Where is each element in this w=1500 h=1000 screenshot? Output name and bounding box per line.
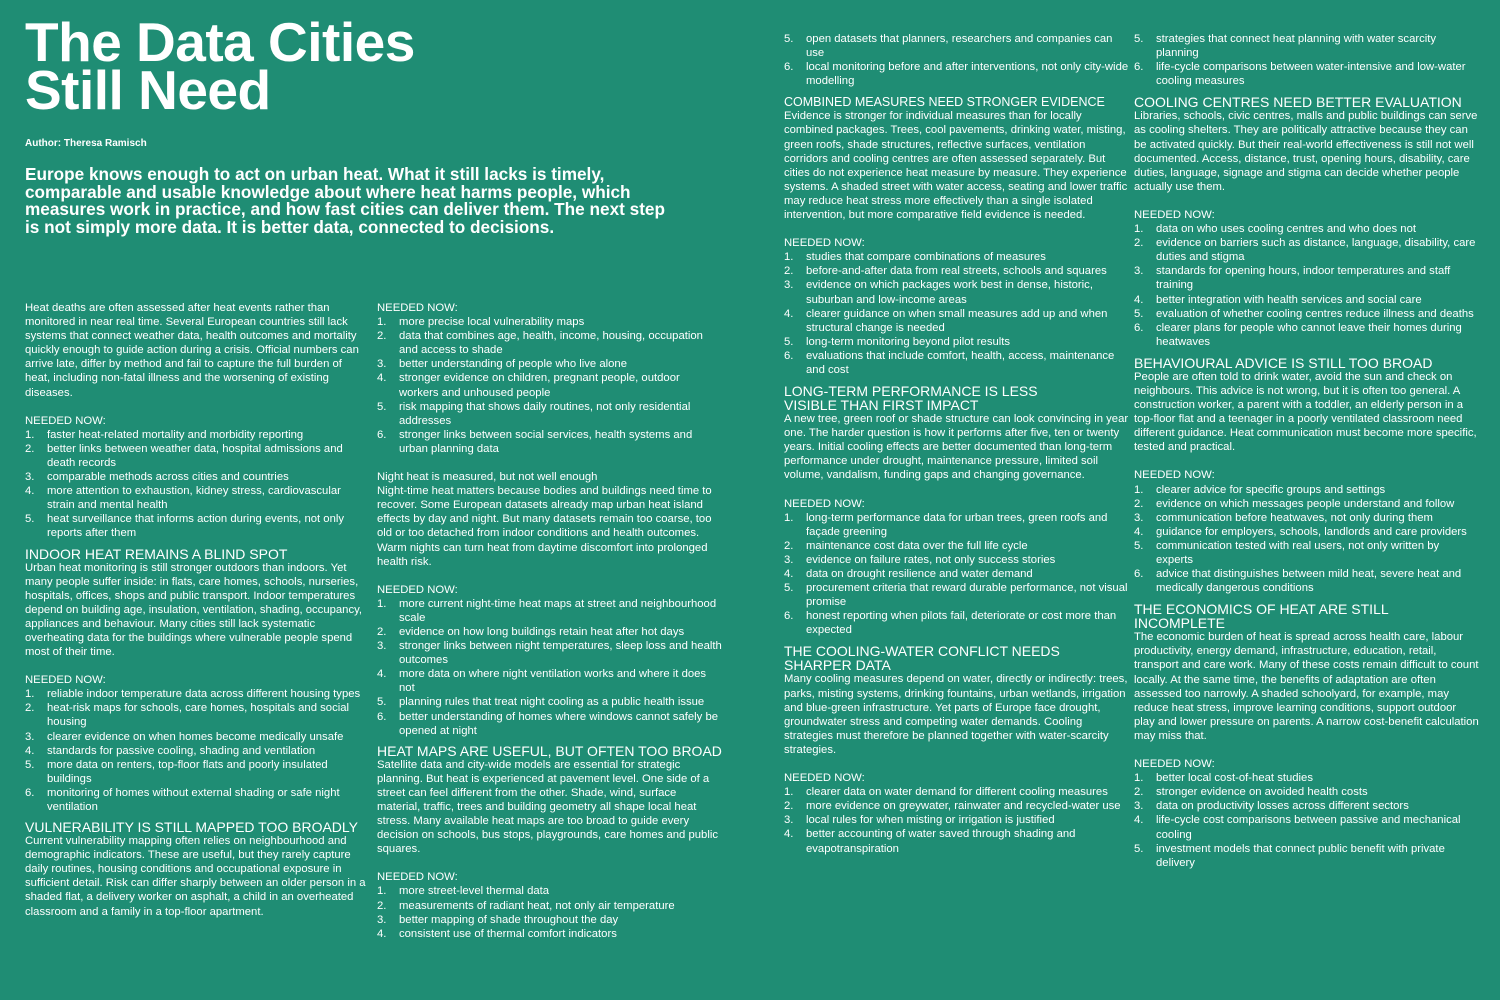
- needed-now-label: NEEDED NOW:: [784, 497, 865, 510]
- article-title: [25, 11, 415, 121]
- list-item: 5. investment models that connect public benefit with private delivery: [1134, 842, 1445, 869]
- list-item: 1. more precise local vulnerability maps: [377, 316, 585, 329]
- list-item: 3. stronger links between night temperatures, sleep loss and health outcomes: [377, 640, 722, 667]
- needed-list: [377, 597, 722, 738]
- section-body: Current vulnerability mapping often relies on neighbourhood and demographic indicators. These are useful, but they rarely capture daily routines, housing conditions and occupational exposure in sufficient detail. Risk can differ sharply between an older person in a shaded flat, a delivery worker on asphalt, a child in an overheated classroom and a family in a top-floor apartment.: [25, 835, 366, 918]
- list-item: 2. evidence on which messages people understand and follow: [1134, 497, 1455, 510]
- section-body: Many cooling measures depend on water, directly or indirectly: trees, parks, misting systems, drinking fountains, urban wetlands, irrigation and blue-green infrastructure. Yet parts of Europe face drought, groundwater stress and competing water demands. Cooling strategies must therefore be planned together with water-scarcity strategies.: [784, 673, 1128, 756]
- needed-now-label: NEEDED NOW:: [377, 583, 458, 596]
- needed-list: [1134, 222, 1479, 349]
- needed-now-label: NEEDED NOW:: [377, 871, 458, 884]
- list-item: 3. comparable methods across cities and countries: [25, 471, 289, 484]
- list-item: 3. better understanding of people who live alone: [377, 358, 627, 371]
- needed-list: [25, 687, 370, 814]
- list-item: 1. more street-level thermal data: [377, 885, 550, 898]
- needed-list: [377, 315, 722, 456]
- list-item: 1. data on who uses cooling centres and who does not: [1134, 223, 1417, 236]
- list-item: 3. evidence on which packages work best in dense, historic, suburban and low-income areas: [784, 279, 1093, 306]
- list-item: 4. more data on where night ventilation works and where it does not: [377, 668, 707, 695]
- section-intro: [25, 301, 370, 541]
- list-item: 1. reliable indoor temperature data across different housing types: [25, 688, 361, 701]
- section-body: Urban heat monitoring is still stronger outdoors than indoors. Yet many people suffer inside: in flats, care homes, schools, nurseries, hospitals, offices, shops and public transport. Indoor temperatures depend on building age, insulation, ventilation, shading, occupancy, appliances and behaviour. Many cities still lack systematic overheating data for the buildings where vulnerable people spend most of their time.: [25, 561, 363, 659]
- list-item: 6. honest reporting when pilots fail, deteriorate or cost more than expected: [784, 610, 1117, 637]
- section-heading: COMBINED MEASURES NEED STRONGER EVIDENCE: [784, 95, 1105, 110]
- needed-now-label: NEEDED NOW:: [25, 674, 106, 687]
- section-heading: INDOOR HEAT REMAINS A BLIND SPOT: [25, 545, 288, 562]
- section-longterm: [784, 384, 1129, 637]
- list-item: 1. clearer advice for specific groups and settings: [1134, 483, 1386, 496]
- list-item: 4. better accounting of water saved through shading and evapotranspiration: [784, 828, 1076, 855]
- section-body: A new tree, green roof or shade structure can look convincing in year one. The harder question is how it performs after five, ten or twenty years. Initial cooling effects are better documented than long-term performance under drought, maintenance pressure, limited soil volume, vandalism, funding gaps and changing governance.: [784, 413, 1129, 482]
- list-item: 5. long-term monitoring beyond pilot results: [784, 335, 1011, 348]
- list-item: 2. maintenance cost data over the full life cycle: [784, 539, 1028, 552]
- section-heatmaps: [377, 744, 722, 941]
- list-item: 4. guidance for employers, schools, landlords and care providers: [1134, 525, 1467, 538]
- section-heading: THE ECONOMICS OF HEAT ARE STILL INCOMPLETE: [1134, 601, 1389, 632]
- column-1: [25, 301, 370, 919]
- list-item: 4. consistent use of thermal comfort indicators: [377, 927, 617, 940]
- section-body: Satellite data and city-wide models are essential for strategic planning. But heat is experienced at pavement level. One side of a street can feel different from the other. Shade, wind, surface material, traffic, trees and building geometry all shape local heat stress. Many available heat maps are too broad to guide every decision on schools, bus stops, playgrounds, care homes and public squares.: [377, 758, 718, 856]
- section-body: Heat deaths are often assessed after heat events rather than monitored in near real time. Several European countries still lack systems that connect weather data, health outcomes and mortality quickly enough to guide action during a crisis. Official numbers can arrive late, differ by method and fail to capture the full burden of heat, including non-fatal illness and the worsening of existing diseases.: [25, 302, 359, 399]
- list-item: 4. clearer guidance on when small measures add up and when structural change is needed: [784, 307, 1108, 334]
- list-item: 5. communication tested with real users, not only written by experts: [1134, 539, 1440, 566]
- section-heading: HEAT MAPS ARE USEFUL, BUT OFTEN TOO BROAD: [377, 742, 722, 759]
- list-item: 3. standards for opening hours, indoor temperatures and staff training: [1134, 265, 1451, 292]
- list-item: 1. studies that compare combinations of measures: [784, 251, 1046, 264]
- section-body: Libraries, schools, civic centres, malls and public buildings can serve as cooling shelters. They are politically attractive because they can be activated quickly. But their real-world effectiveness is still not well documented. Access, distance, trust, opening hours, disability, care duties, language, signage and stigma can decide whether people actually use them.: [1134, 110, 1478, 193]
- needed-list: [1134, 32, 1479, 88]
- section-body: The economic burden of heat is spread across health care, labour productivity, energy demand, infrastructure, education, retail, transport and care work. Many of these costs remain difficult to count locally. At the same time, the benefits of adaptation are often assessed too narrowly. A shaded schoolyard, for example, may reduce heat stress, improve learning conditions, support outdoor play and lower pressure on parents. A narrow cost-benefit calculation may miss that.: [1134, 631, 1479, 742]
- title-line: The Data Cities: [25, 11, 415, 73]
- needed-list: [784, 785, 1129, 855]
- list-item: 1. clearer data on water demand for different cooling measures: [784, 786, 1108, 799]
- list-item: 6. monitoring of homes without external shading or safe night ventilation: [25, 786, 340, 813]
- section-heading: Night heat is measured, but not well enough: [377, 471, 598, 484]
- needed-list: [784, 511, 1129, 638]
- needed-now-label: NEEDED NOW:: [377, 302, 458, 314]
- list-item: 3. better mapping of shade throughout the day: [377, 913, 619, 926]
- list-item: 4. life-cycle cost comparisons between passive and mechanical cooling: [1134, 814, 1461, 841]
- list-item: 2. evidence on barriers such as distance, language, disability, care duties and stigma: [1134, 237, 1476, 264]
- section-vulnerability-needed: [377, 301, 722, 456]
- section-vulnerability: [25, 820, 370, 919]
- needed-list: [784, 32, 1129, 88]
- section-economics: [1134, 602, 1479, 870]
- list-item: 4. more attention to exhaustion, kidney stress, cardiovascular strain and mental health: [25, 485, 341, 512]
- needed-now-label: NEEDED NOW:: [1134, 208, 1215, 221]
- section-body: Night-time heat matters because bodies and buildings need time to recover. Some European datasets already map urban heat island effects by day and night. But many datasets remain too coarse, too old or too detached from indoor conditions and health outcomes. Warm nights can turn heat from daytime discomfort into prolonged health risk.: [377, 485, 712, 568]
- section-heading: THE COOLING-WATER CONFLICT NEEDS SHARPER DATA: [784, 643, 1060, 674]
- list-item: 2. before-and-after data from real streets, schools and squares: [784, 265, 1107, 278]
- section-heading: COOLING CENTRES NEED BETTER EVALUATION: [1134, 94, 1462, 111]
- title-line: Still Need: [25, 59, 271, 121]
- list-item: 6. advice that distinguishes between mild heat, severe heat and medically dangerous conditions: [1134, 568, 1462, 595]
- list-item: 3. evidence on failure rates, not only success stories: [784, 553, 1056, 566]
- author-byline: Author: Theresa Ramisch: [25, 138, 147, 149]
- needed-now-label: NEEDED NOW:: [1134, 758, 1215, 771]
- list-item: 5. planning rules that treat night cooling as a public health issue: [377, 696, 705, 709]
- list-item: 4. stronger evidence on children, pregnant people, outdoor workers and unhoused people: [377, 372, 680, 399]
- section-night: [377, 470, 722, 738]
- list-item: 2. measurements of radiant heat, not only air temperature: [377, 899, 675, 912]
- list-item: 5. strategies that connect heat planning with water scarcity planning: [1134, 33, 1437, 60]
- list-item: 2. heat-risk maps for schools, care homes, hospitals and social housing: [25, 702, 350, 729]
- needed-now-label: NEEDED NOW:: [25, 414, 106, 427]
- list-item: 5. risk mapping that shows daily routines, not only residential addresses: [377, 400, 691, 427]
- section-indoor: [25, 547, 370, 815]
- list-item: 2. evidence on how long buildings retain heat after hot days: [377, 625, 685, 638]
- list-item: 6. life-cycle comparisons between water-intensive and low-water cooling measures: [1134, 61, 1466, 88]
- needed-now-label: NEEDED NOW:: [784, 772, 865, 785]
- needed-list: [377, 884, 722, 940]
- list-item: 2. better links between weather data, hospital admissions and death records: [25, 442, 343, 469]
- list-item: 1. long-term performance data for urban trees, green roofs and façade greening: [784, 511, 1108, 538]
- list-item: 1. better local cost-of-heat studies: [1134, 772, 1313, 785]
- list-item: 3. data on productivity losses across different sectors: [1134, 800, 1409, 813]
- list-item: 4. standards for passive cooling, shading and ventilation: [25, 744, 316, 757]
- section-heading: BEHAVIOURAL ADVICE IS STILL TOO BROAD: [1134, 354, 1433, 371]
- list-item: 1. more current night-time heat maps at street and neighbourhood scale: [377, 597, 717, 624]
- list-item: 6. evaluations that include comfort, health, access, maintenance and cost: [784, 349, 1115, 376]
- needed-list: [25, 428, 370, 541]
- list-item: 5. evaluation of whether cooling centres reduce illness and deaths: [1134, 307, 1474, 320]
- section-heading: VULNERABILITY IS STILL MAPPED TOO BROADLY: [25, 819, 358, 836]
- needed-list: [1134, 771, 1479, 870]
- list-item: 5. more data on renters, top-floor flats and poorly insulated buildings: [25, 758, 328, 785]
- list-item: 4. better integration with health services and social care: [1134, 293, 1422, 306]
- list-item: 2. data that combines age, health, income, housing, occupation and access to shade: [377, 330, 703, 357]
- needed-list: [1134, 483, 1479, 596]
- column-3: [784, 32, 1129, 856]
- section-behaviour: [1134, 356, 1479, 595]
- section-water: [784, 644, 1129, 855]
- section-heading: LONG-TERM PERFORMANCE IS LESS VISIBLE THAN FIRST IMPACT: [784, 383, 1038, 414]
- column-4: [1134, 32, 1479, 870]
- list-item: 2. more evidence on greywater, rainwater and recycled-water use: [784, 800, 1121, 813]
- column-2: [377, 301, 722, 941]
- list-item: 6. local monitoring before and after interventions, not only city-wide modelling: [784, 61, 1129, 88]
- list-item: 1. faster heat-related mortality and morbidity reporting: [25, 428, 304, 441]
- list-item: 3. communication before heatwaves, not only during them: [1134, 511, 1433, 524]
- needed-now-label: NEEDED NOW:: [1134, 469, 1215, 482]
- list-item: 6. better understanding of homes where windows cannot safely be opened at night: [377, 710, 719, 737]
- list-item: 3. local rules for when misting or irrigation is justified: [784, 814, 1055, 827]
- needed-now-label: NEEDED NOW:: [784, 237, 865, 250]
- list-item: 5. heat surveillance that informs action during events, not only reports after them: [25, 513, 345, 540]
- lede-paragraph: Europe knows enough to act on urban heat. What it still lacks is timely, comparable and usable knowledge about where heat harms people, which measures work in practice, and how fast cities can deliver them. The next step is not simply more data. It is better data, connected to decisions.: [25, 164, 665, 237]
- section-body: People are often told to drink water, avoid the sun and check on neighbours. This advice is not wrong, but it is often too general. A construction worker, a parent with a toddler, an elderly person in a top-floor flat and a teenager in a poorly ventilated classroom need different guidance. Heat communication must become more specific, tested and practical.: [1134, 370, 1477, 454]
- list-item: 5. procurement criteria that reward durable performance, not visual promise: [784, 582, 1128, 609]
- section-centres: [1134, 95, 1479, 349]
- list-item: 5. open datasets that planners, researchers and companies can use: [784, 33, 1113, 60]
- section-combined: [784, 95, 1129, 377]
- list-item: 4. data on drought resilience and water demand: [784, 568, 1033, 580]
- list-item: 6. clearer plans for people who cannot leave their homes during heatwaves: [1134, 321, 1462, 348]
- needed-list: [784, 250, 1129, 377]
- list-item: 3. clearer evidence on when homes become medically unsafe: [25, 730, 344, 743]
- section-body: Evidence is stronger for individual measures than for locally combined packages. Trees, cool pavements, drinking water, misting, green roofs, shade structures, reflective surfaces, ventilation corridors and cooling centres are often assessed separately. But cities do not experience heat measure by measure. They experience systems. A shaded street with water access, seating and lower traffic may reduce heat stress more effectively than a single isolated intervention, but more comparative field evidence is needed.: [784, 110, 1128, 222]
- list-item: 2. stronger evidence on avoided health costs: [1134, 786, 1368, 799]
- list-item: 6. stronger links between social services, health systems and urban planning data: [377, 428, 693, 455]
